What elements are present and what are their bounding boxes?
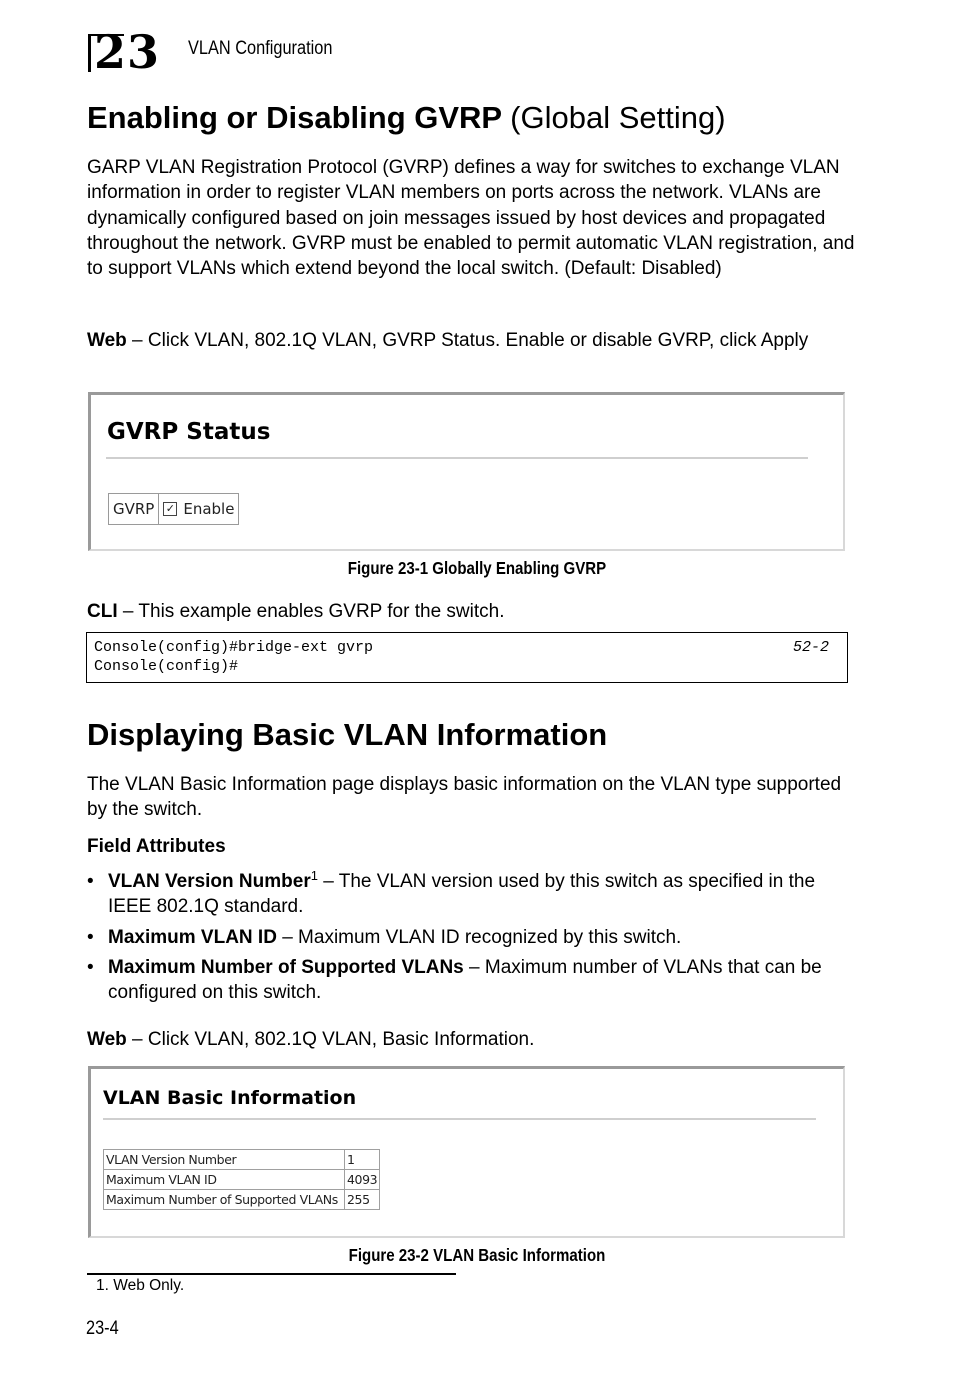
chapter-number: 23 [94, 25, 161, 79]
gvrp-web-instruction: Web – Click VLAN, 802.1Q VLAN, GVRP Status. Enable or disable GVRP, click Apply [87, 330, 809, 351]
vlan-basic-info-title: VLAN Basic Information [103, 1087, 357, 1109]
code-line: Console(config)# [94, 658, 239, 675]
table-row [104, 1150, 380, 1170]
command-reference: 52-2 [792, 639, 829, 656]
figure-caption-23-2: Figure 23-2 VLAN Basic Information [348, 1245, 606, 1265]
list-item: • Maximum Number of Supported VLANs – Maximum number of VLANs that can be configured on this switch. [87, 956, 822, 1004]
footnote: 1. Web Only. [96, 1277, 185, 1294]
table-cell-value: 1 [345, 1150, 380, 1170]
section-title-gvrp: Enabling or Disabling GVRP (Global Setting) [87, 100, 726, 135]
table-cell-value: 255 [345, 1190, 380, 1210]
field-attributes-heading: Field Attributes [87, 836, 226, 857]
vlan-info-description: The VLAN Basic Information page displays basic information on the VLAN type supported by the switch. [87, 774, 842, 821]
table-row [104, 1190, 380, 1210]
table-cell-label: VLAN Version Number [104, 1150, 345, 1170]
gvrp-enable-label: Enable [183, 500, 235, 518]
chapter-number-badge [88, 25, 168, 79]
page-number: 23-4 [86, 1318, 119, 1339]
table-cell-label: Maximum Number of Supported VLANs [104, 1190, 345, 1210]
vlan-basic-info-table [103, 1149, 380, 1210]
section-title-vlan-info: Displaying Basic VLAN Information [87, 717, 608, 752]
field-attributes-list [87, 869, 857, 1010]
table-cell-value: 4093 [345, 1170, 380, 1190]
gvrp-status-title: GVRP Status [107, 419, 271, 445]
gvrp-cli-instruction: CLI – This example enables GVRP for the switch. [87, 601, 505, 622]
running-title: VLAN Configuration [188, 38, 333, 59]
gvrp-enable-checkbox[interactable]: ✓ [163, 502, 177, 516]
gvrp-description: GARP VLAN Registration Protocol (GVRP) defines a way for switches to exchange VLAN information in order to register VLAN members on ports across the network. VLANs are dynamically configured based on join messages issued by host devices and propagated throughout the network. GVRP must be enabled to permit automatic VLAN registration, and to support VLANs which extend beyond the local switch. (Default: Disabled) [87, 157, 855, 280]
cli-code-block [86, 632, 848, 683]
vlan-basic-info-screenshot [88, 1066, 845, 1238]
code-line: Console(config)#bridge-ext gvrp [94, 639, 374, 656]
footnote-divider [87, 1273, 456, 1275]
table-cell-label: Maximum VLAN ID [104, 1170, 345, 1190]
gvrp-status-screenshot [88, 392, 845, 551]
vlan-info-web-instruction: Web – Click VLAN, 802.1Q VLAN, Basic Information. [87, 1029, 535, 1050]
list-item: • VLAN Version Number$^1$ – The VLAN version used by this switch as specified in the IEEE 802.1Q standard. [87, 868, 816, 918]
figure-caption-23-1: Figure 23-1 Globally Enabling GVRP [347, 558, 607, 578]
gvrp-enable-control[interactable] [158, 494, 238, 524]
gvrp-setting-row [108, 493, 239, 525]
list-item: • Maximum VLAN ID – Maximum VLAN ID recognized by this switch. [87, 926, 682, 948]
gvrp-field-label: GVRP [113, 500, 155, 518]
table-row [104, 1170, 380, 1190]
